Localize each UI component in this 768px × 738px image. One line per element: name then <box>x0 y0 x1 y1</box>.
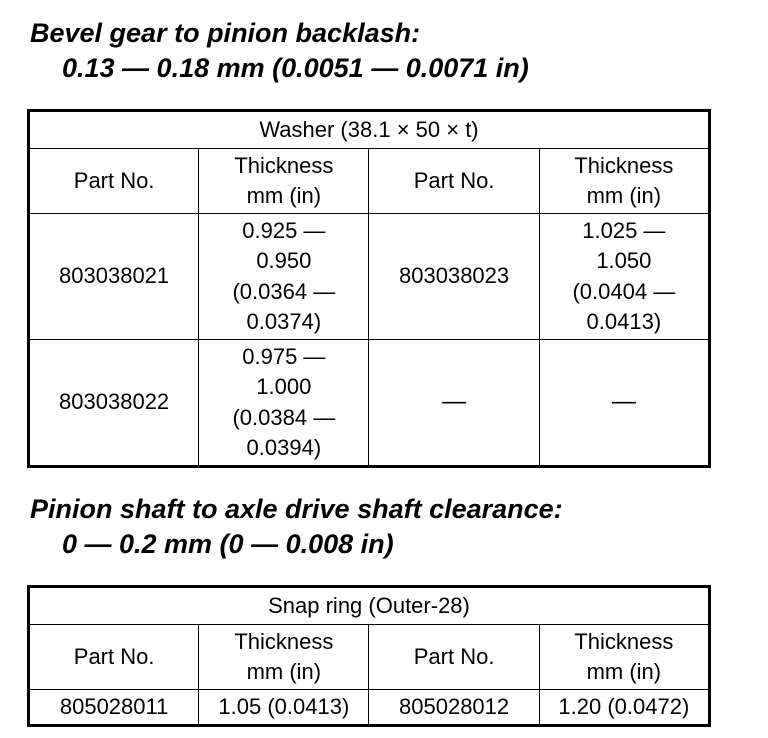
part-number: 805028012 <box>369 690 539 726</box>
part-number: 803038022 <box>29 340 199 467</box>
part-number-empty: — <box>369 340 539 467</box>
clearance-spec: 0 — 0.2 mm (0 — 0.008 in) <box>62 529 394 559</box>
thickness-value: 1.05 (0.0413) <box>199 690 369 726</box>
washer-table-header <box>29 149 710 214</box>
thickness-empty: — <box>539 340 709 467</box>
thickness-value: 0.975 — 1.000 (0.0384 — 0.0394) <box>199 340 369 467</box>
washer-table <box>27 109 711 468</box>
snap-ring-table <box>27 585 711 727</box>
table-row <box>29 214 710 340</box>
header-thickness: Thickness mm (in) <box>539 149 709 214</box>
header-thickness: Thickness mm (in) <box>199 149 369 214</box>
thickness-value: 1.025 — 1.050 (0.0404 — 0.0413) <box>539 214 709 340</box>
clearance-title: Pinion shaft to axle drive shaft clearance: <box>30 494 563 524</box>
part-number: 805028011 <box>29 690 199 726</box>
header-part-no: Part No. <box>29 625 199 690</box>
thickness-value: 0.925 — 0.950 (0.0364 — 0.0374) <box>199 214 369 340</box>
part-number: 803038021 <box>29 214 199 340</box>
header-thickness: Thickness mm (in) <box>199 625 369 690</box>
washer-table-caption: Washer (38.1 × 50 × t) <box>29 111 710 149</box>
clearance-heading <box>30 492 563 562</box>
header-part-no: Part No. <box>29 149 199 214</box>
header-thickness: Thickness mm (in) <box>539 625 709 690</box>
backlash-heading <box>30 16 529 86</box>
snap-ring-table-header <box>29 625 710 690</box>
header-part-no: Part No. <box>369 625 539 690</box>
header-part-no: Part No. <box>369 149 539 214</box>
table-row <box>29 690 710 726</box>
table-row <box>29 340 710 467</box>
thickness-value: 1.20 (0.0472) <box>539 690 709 726</box>
part-number: 803038023 <box>369 214 539 340</box>
backlash-title: Bevel gear to pinion backlash: <box>30 18 421 48</box>
backlash-spec: 0.13 — 0.18 mm (0.0051 — 0.0071 in) <box>62 53 529 83</box>
snap-ring-table-caption: Snap ring (Outer-28) <box>29 587 710 625</box>
